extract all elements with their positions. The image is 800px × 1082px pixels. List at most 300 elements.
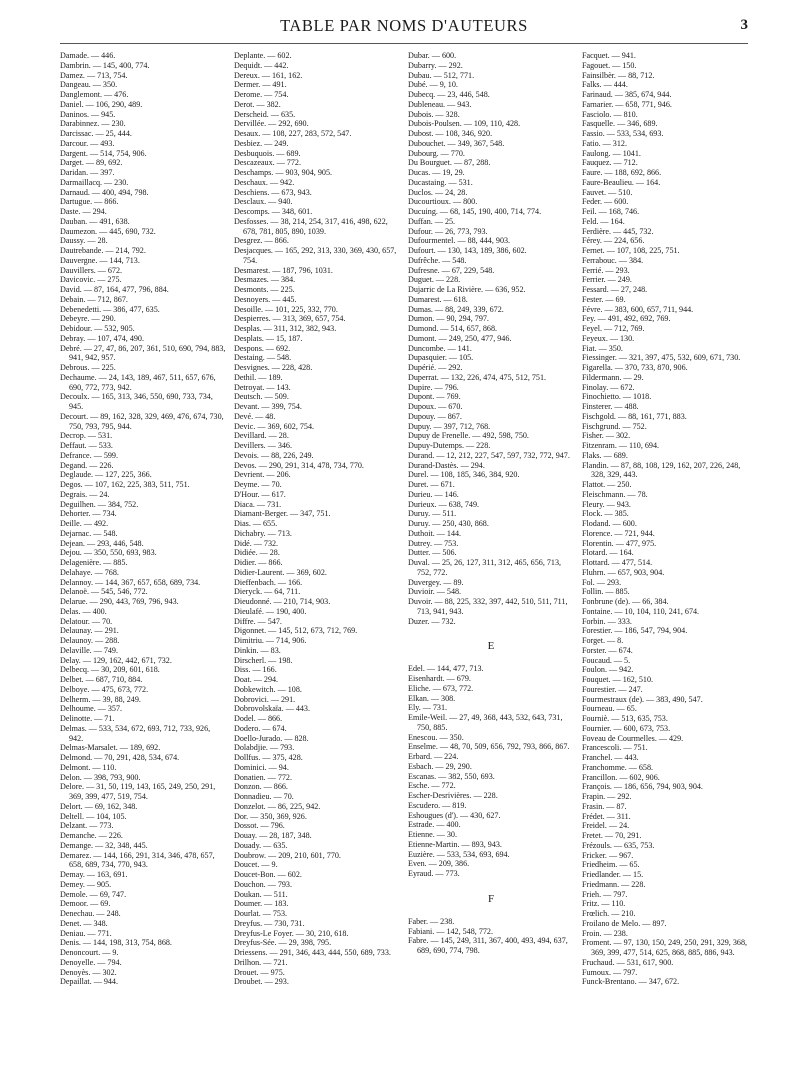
- index-entry: Faure. — 188, 692, 866.: [582, 168, 662, 177]
- index-entry: Douay. — 28, 187, 348.: [234, 831, 312, 840]
- index-entry: Dupont. — 769.: [408, 392, 461, 402]
- index-entry: Fildermann. — 29.: [582, 372, 644, 382]
- index-entry: Devic. — 369, 602, 754.: [234, 421, 315, 431]
- index-entry: Enescou. — 350.: [408, 732, 464, 742]
- index-entry: Esbach. — 29, 290.: [408, 761, 472, 771]
- index-entry: Demole. — 69, 747.: [60, 889, 127, 899]
- index-entry: Delay. — 129, 162, 442, 671, 732.: [60, 655, 172, 665]
- index-entry: Feyeux. — 130.: [582, 333, 635, 343]
- index-entry: Dobrovolskaïa. — 443.: [234, 704, 310, 714]
- index-entry: Frédet. — 311.: [582, 811, 631, 821]
- index-entry: Edel. — 144, 477, 713.: [408, 664, 484, 674]
- index-entry: Flandin. — 87, 88, 108, 129, 162, 207, 226, 248, 328, 329, 443.: [582, 460, 741, 480]
- index-entry: Delagenière. — 885.: [60, 558, 128, 567]
- index-entry: Devos. — 290, 291, 314, 478, 734, 770.: [234, 460, 364, 470]
- index-entry: Franchomme. — 658.: [582, 762, 654, 772]
- index-entry: Donzelot. — 86, 225, 942.: [234, 801, 321, 811]
- index-entry: Fauvet. — 510.: [582, 187, 633, 197]
- index-entry: Fonbrune (de). — 66, 384.: [582, 597, 669, 606]
- index-entry: Elkan. — 308.: [408, 693, 456, 703]
- index-entry: Desjacques. — 165, 292, 313, 330, 369, 430, 657, 754.: [234, 246, 397, 265]
- index-entry: Dumon. — 90, 294, 797.: [408, 314, 489, 324]
- index-entry: Dreyfus. — 730, 731.: [234, 918, 305, 928]
- index-entry: Dejou. — 350, 550, 693, 983.: [60, 548, 157, 558]
- index-entry: Fischgrund. — 752.: [582, 421, 647, 431]
- index-entry: Desmarest. — 187, 796, 1031.: [234, 265, 333, 275]
- index-entry: Doukan. — 511.: [234, 889, 288, 899]
- index-entry: Dirscherl. — 198.: [234, 655, 293, 665]
- index-entry: Dubé. — 9, 10.: [408, 80, 458, 90]
- index-entry: Dieryck. — 64, 711.: [234, 587, 301, 597]
- index-entry: Fernet. — 107, 108, 225, 751.: [582, 246, 680, 255]
- index-entry: Eyraud. — 773.: [408, 869, 460, 878]
- index-entry: Ducas. — 19, 29.: [408, 168, 465, 177]
- index-entry: Denet. — 348.: [60, 918, 108, 928]
- index-entry: Follin. — 885.: [582, 587, 630, 597]
- index-entry: Dollfus. — 375, 428.: [234, 753, 303, 762]
- index-entry: Dubarry. — 292.: [408, 60, 463, 70]
- index-entry: Forbin. — 333.: [582, 616, 632, 626]
- index-entry: Flotard. — 164.: [582, 548, 634, 558]
- index-entry: Etienne. — 30.: [408, 830, 458, 839]
- index-entry: Durand-Dastès. — 294.: [408, 460, 485, 470]
- index-entry: Duruy. — 250, 430, 868.: [408, 519, 489, 528]
- index-entry: Denoncourt. — 9.: [60, 948, 119, 957]
- index-entry: Dossot. — 796.: [234, 821, 285, 831]
- index-entry: Dourlat. — 753.: [234, 909, 288, 918]
- index-entry: Duffan. — 25.: [408, 216, 456, 226]
- index-entry: Dutrey. — 753.: [408, 538, 459, 548]
- index-entry: Danglemont. — 476.: [60, 90, 129, 99]
- index-entry: Douady. — 635.: [234, 840, 288, 850]
- index-entry: Dumond. — 514, 657, 868.: [408, 324, 498, 333]
- index-entry: Fatio. — 312.: [582, 138, 627, 148]
- index-entry: Debrous. — 225.: [60, 363, 116, 372]
- index-entry: Desoille. — 101, 225, 332, 770.: [234, 304, 338, 314]
- index-entry: Daumezon. — 445, 690, 732.: [60, 226, 156, 236]
- index-entry: Dubecq. — 23, 446, 548.: [408, 90, 490, 99]
- index-entry: Doat. — 294.: [234, 675, 279, 684]
- index-entry: Estrade. — 400.: [408, 820, 461, 830]
- index-entry: Desplas. — 311, 312, 382, 943.: [234, 324, 337, 333]
- index-entry: Demarez. — 144, 166, 291, 314, 346, 478, 657, 658, 689, 734, 770, 943.: [60, 850, 215, 870]
- index-entry: Ferrabouc. — 384.: [582, 255, 644, 265]
- index-entry: Dartugue. — 866.: [60, 197, 119, 207]
- index-entry: Desaux. — 108, 227, 283, 572, 547.: [234, 129, 352, 138]
- index-entry: D'Hour. — 617.: [234, 489, 286, 499]
- index-entry: Forestier. — 186, 547, 794, 904.: [582, 626, 688, 636]
- index-entry: Daniel. — 106, 290, 489.: [60, 99, 143, 109]
- index-entry: Frœlich. — 210.: [582, 909, 636, 918]
- index-entry: Freidel. — 24.: [582, 821, 630, 831]
- index-entry: Dauvillers. — 672.: [60, 265, 123, 275]
- index-entry: Didier-Laurent. — 369, 602.: [234, 567, 327, 577]
- index-entry: Descazeaux. — 772.: [234, 158, 301, 168]
- index-entry: Fainsilbèr. — 88, 712.: [582, 70, 655, 80]
- index-entry: Ferrier. — 249.: [582, 275, 632, 285]
- index-entry: Deutsch. — 509.: [234, 392, 289, 402]
- index-entry: Falks. — 444.: [582, 80, 628, 90]
- index-entry: Deglaude. — 127, 225, 366.: [60, 470, 152, 480]
- index-entry: Damez. — 713, 754.: [60, 70, 128, 80]
- index-entry: Durel. — 108, 185, 346, 384, 920.: [408, 470, 520, 480]
- index-entry: Fagouet. — 150.: [582, 60, 637, 70]
- index-entry: Fessard. — 27, 248.: [582, 285, 648, 294]
- index-entry: Fleury. — 943.: [582, 499, 631, 509]
- index-entry: Dautrebande. — 214, 792.: [60, 246, 146, 255]
- index-entry: Fabiani. — 142, 548, 772.: [408, 926, 493, 936]
- index-entry: Desmonts. — 225.: [234, 285, 295, 294]
- index-entry: Demanche. — 226.: [60, 831, 123, 840]
- index-entry: Darnaud. — 400, 494, 798.: [60, 187, 149, 197]
- index-entry: Funck-Brentano. — 347, 672.: [582, 977, 680, 987]
- index-entry: Dechaume. — 24, 143, 189, 467, 511, 657, 676, 690, 772, 773, 942.: [60, 372, 216, 392]
- index-entry: Frézouls. — 635, 753.: [582, 840, 655, 850]
- index-entry: Donatien. — 772.: [234, 772, 292, 782]
- index-entry: Dubourg. — 770.: [408, 148, 465, 158]
- index-entry: Drouet. — 975.: [234, 967, 285, 977]
- index-entry: Denis. — 144, 198, 313, 754, 868.: [60, 938, 172, 948]
- index-entry: Esche. — 772.: [408, 781, 456, 791]
- index-entry: Duvioir. — 548.: [408, 587, 462, 597]
- index-entry: Dieudonné. — 210, 714, 903.: [234, 597, 331, 606]
- index-entry: Fruchaud. — 531, 617, 900.: [582, 957, 674, 967]
- index-entry: Feld. — 164.: [582, 216, 625, 226]
- index-entry: Devant. — 399, 754.: [234, 402, 302, 411]
- index-entry: Decourt. — 89, 162, 328, 329, 469, 476, 674, 730, 750, 793, 795, 944.: [60, 411, 224, 431]
- index-entry: Foulon. — 942.: [582, 665, 634, 675]
- index-entry: Doucet-Bon. — 602.: [234, 870, 302, 879]
- index-entry: Escudero. — 819.: [408, 800, 467, 810]
- index-entry: Deschiens. — 673, 943.: [234, 187, 312, 197]
- index-entry: Dubois. — 328.: [408, 109, 460, 119]
- index-entry: Fournier. — 600, 673, 753.: [582, 723, 671, 733]
- index-entry: Delzant. — 773.: [60, 821, 114, 831]
- index-entry: Dieffenbach. — 166.: [234, 577, 303, 587]
- index-entry: Deplante. — 602.: [234, 51, 292, 60]
- index-entry: Denechau. — 248.: [60, 909, 121, 918]
- index-entry: Devillers. — 346.: [234, 441, 292, 450]
- index-entry: Devois. — 88, 226, 249.: [234, 450, 314, 460]
- index-entry: Euzière. — 533, 534, 693, 694.: [408, 849, 510, 859]
- index-entry: Dodel. — 866.: [234, 714, 283, 723]
- index-column-2: [234, 51, 400, 987]
- index-entry: Dangeau. — 350.: [60, 80, 118, 90]
- index-entry: Debeyre. — 290.: [60, 314, 116, 324]
- index-entry: Dujarric de La Rivière. — 636, 952.: [408, 285, 526, 294]
- index-entry: Dupuy. — 397, 712, 768.: [408, 421, 491, 431]
- index-entry: Despons. — 692.: [234, 343, 291, 353]
- index-entry: Dupire. — 796.: [408, 382, 459, 392]
- index-entry: Dupouy. — 867.: [408, 411, 462, 421]
- index-entry: Durand. — 12, 212, 227, 547, 597, 732, 772, 947.: [408, 450, 570, 460]
- index-entry: Fester. — 69.: [582, 294, 626, 304]
- index-entry: Fischgold. — 88, 161, 771, 883.: [582, 411, 687, 421]
- index-entry: Florence. — 721, 944.: [582, 528, 655, 538]
- index-entry: Deniau. — 771.: [60, 928, 112, 938]
- index-entry: Dethil. — 189.: [234, 372, 283, 382]
- index-entry: Dumont. — 249, 250, 477, 946.: [408, 333, 512, 343]
- index-entry: Frasin. — 87.: [582, 801, 627, 811]
- index-entry: Dubois-Poulsen. — 109, 110, 428.: [408, 119, 521, 129]
- index-entry: Debray. — 107, 474, 490.: [60, 333, 144, 343]
- index-entry: Duret. — 671.: [408, 480, 455, 489]
- index-entry: François. — 186, 656, 794, 903, 904.: [582, 782, 703, 792]
- index-entry: Friedmann. — 228.: [582, 879, 646, 889]
- index-entry: Fourniè. — 513, 635, 753.: [582, 714, 668, 723]
- index-entry: Dauvergne. — 144, 713.: [60, 255, 140, 265]
- index-entry: Davicovic. — 275.: [60, 275, 122, 285]
- running-title: TABLE PAR NOMS D'AUTEURS: [280, 16, 528, 35]
- index-entry: Eliche. — 673, 772.: [408, 683, 474, 693]
- index-entry: Dambrin. — 145, 400, 774.: [60, 60, 150, 70]
- index-entry: Feder. — 600.: [582, 197, 629, 207]
- index-entry: Duperrat. — 132, 226, 474, 475, 512, 751.: [408, 372, 547, 382]
- index-entry: Frieh. — 797.: [582, 889, 628, 899]
- index-entry: Droubet. — 293.: [234, 977, 289, 987]
- index-entry: Férey. — 224, 656.: [582, 236, 645, 246]
- index-entry: Forget. — 8.: [582, 636, 624, 645]
- index-entry: Duclos. — 24, 28.: [408, 187, 468, 197]
- index-entry: Fisher. — 302.: [582, 431, 631, 441]
- index-entry: Fricker. — 967.: [582, 850, 634, 860]
- index-entry: Dufour. — 26, 773, 793.: [408, 226, 488, 236]
- index-entry: Fiat. — 350.: [582, 343, 623, 353]
- index-entry: Dupasquier. — 105.: [408, 353, 474, 363]
- index-entry: Franchel. — 443.: [582, 753, 639, 762]
- index-entry: Finolay. — 672.: [582, 382, 635, 392]
- index-entry: Deguilhen. — 384, 752.: [60, 499, 139, 509]
- index-entry: Dias. — 655.: [234, 519, 278, 528]
- index-entry: Fiessinger. — 321, 397, 475, 532, 609, 671, 730.: [582, 353, 741, 363]
- page-number: 3: [740, 17, 748, 33]
- index-entry: Didé. — 732.: [234, 538, 279, 548]
- index-entry: Farnarier. — 658, 771, 946.: [582, 99, 672, 109]
- index-entry: Flottard. — 477, 514.: [582, 558, 653, 567]
- index-entry: Dor. — 350, 369, 926.: [234, 811, 307, 821]
- index-entry: Derot. — 382.: [234, 99, 281, 109]
- index-entry: Dereux. — 161, 162.: [234, 70, 303, 80]
- index-entry: Debidour. — 532, 905.: [60, 324, 135, 333]
- index-entry: Descomps. — 348, 601.: [234, 207, 313, 216]
- index-entry: Fouquet. — 162, 510.: [582, 675, 654, 684]
- index-entry: Ducuing. — 68, 145, 190, 400, 714, 774.: [408, 207, 542, 216]
- index-entry: Delas. — 400.: [60, 606, 107, 616]
- index-entry: Durieu. — 146.: [408, 489, 459, 499]
- index-entry: Florentin. — 477, 975.: [582, 538, 657, 548]
- index-entry: Demay. — 163, 691.: [60, 870, 128, 879]
- index-entry: Dolabdjie. — 793.: [234, 743, 295, 753]
- index-entry: Dreyfus-Sée. — 29, 398, 795.: [234, 938, 332, 948]
- index-entry: Fluhrn. — 657, 903, 904.: [582, 567, 665, 577]
- index-entry: Fourmestraux (de). — 383, 490, 547.: [582, 694, 703, 704]
- index-entry: Duval. — 25, 26, 127, 311, 312, 465, 656, 713, 752, 772.: [408, 558, 562, 577]
- index-entry: Debré. — 27, 47, 86, 207, 361, 510, 690, 794, 883, 941, 942, 957.: [60, 343, 226, 363]
- index-entry: Flattot. — 250.: [582, 480, 632, 489]
- index-entry: Fritz. — 110.: [582, 899, 626, 909]
- index-entry: Dreyfus-Le Foyer. — 30, 210, 618.: [234, 928, 349, 938]
- index-entry: Delmont. — 110.: [60, 762, 117, 772]
- index-entry: Destaing. — 548.: [234, 353, 292, 363]
- index-entry: Delore. — 31, 50, 119, 143, 165, 249, 250, 291, 369, 399, 477, 519, 754.: [60, 782, 216, 801]
- index-entry: Ely. — 731.: [408, 703, 448, 713]
- index-entry: Diss. — 166.: [234, 665, 277, 675]
- index-entry: Even. — 209, 386.: [408, 859, 470, 869]
- index-entry: Duthoit. — 144.: [408, 528, 462, 538]
- index-entry: Delbecq. — 30, 209, 601, 618.: [60, 665, 160, 675]
- index-entry: Desnoyers. — 445.: [234, 294, 297, 304]
- index-entry: Escanas. — 382, 550, 693.: [408, 771, 495, 781]
- index-entry: Dubau. — 512, 771.: [408, 70, 475, 80]
- index-entry: Derome. — 754.: [234, 90, 289, 99]
- index-entry: Dubleneau. — 943.: [408, 99, 472, 109]
- index-entry: Deltell. — 104, 105.: [60, 811, 127, 821]
- index-entry: Depaillat. — 944.: [60, 977, 118, 987]
- index-entry: Flock. — 385.: [582, 509, 629, 519]
- index-entry: Flodand. — 600.: [582, 519, 637, 528]
- index-entry: Farinaud. — 385, 674, 944.: [582, 90, 672, 99]
- index-entry: Doello-Jurado. — 828.: [234, 733, 309, 743]
- index-entry: Dupoux. — 670.: [408, 402, 463, 411]
- index-entry: Dupuy de Frenelle. — 492, 598, 750.: [408, 431, 529, 441]
- index-entry: Dichabry. — 713.: [234, 528, 292, 538]
- index-entry: Demey. — 905.: [60, 879, 112, 889]
- index-entry: Duncombe. — 141.: [408, 343, 472, 353]
- index-entry: Desbuquois. — 689.: [234, 148, 301, 158]
- index-entry: Darabinnez. — 230.: [60, 119, 126, 129]
- index-entry: Delinotte. — 71.: [60, 714, 115, 723]
- index-entry: Dufresne. — 67, 229, 548.: [408, 265, 495, 275]
- index-entry: Enselme. — 48, 70, 509, 656, 792, 793, 866, 867.: [408, 742, 570, 752]
- page-header: [60, 14, 748, 40]
- index-entry: Duguet. — 228.: [408, 275, 461, 285]
- index-entry: Etienne-Martin. — 893, 943.: [408, 839, 502, 849]
- index-entry: Dauban. — 491, 638.: [60, 216, 130, 226]
- index-entry: Desbiez. — 249.: [234, 138, 289, 148]
- index-entry: Fitzenram. — 110, 694.: [582, 441, 660, 450]
- index-entry: Dobkewitch. — 108.: [234, 684, 302, 694]
- index-entry: Defrance. — 599.: [60, 450, 118, 460]
- index-entry: Forster. — 674.: [582, 645, 633, 655]
- index-entry: Darget. — 89, 692.: [60, 158, 123, 168]
- index-entry: Faulong. — 1041.: [582, 148, 641, 158]
- index-entry: Diaca. — 731.: [234, 499, 282, 509]
- index-entry: Dargent. — 514, 754, 906.: [60, 148, 147, 158]
- index-columns: [60, 51, 748, 1075]
- index-entry: Dufourmentel. — 88, 444, 903.: [408, 236, 511, 246]
- index-entry: Devé. — 48.: [234, 411, 276, 421]
- index-entry: Dodero. — 674.: [234, 723, 287, 733]
- index-entry: Dequidt. — 442.: [234, 60, 289, 70]
- index-entry: Desfosses. — 38, 214, 254, 317, 416, 498, 622, 678, 781, 805, 890, 1039.: [234, 216, 388, 236]
- index-entry: Ferdière. — 445, 732.: [582, 226, 654, 236]
- index-entry: Doubrow. — 209, 210, 601, 770.: [234, 850, 341, 860]
- index-entry: Dejarnac. — 548.: [60, 528, 118, 538]
- index-entry: Fretet. — 70, 291.: [582, 831, 642, 840]
- index-entry: Derscheid. — 635.: [234, 109, 296, 119]
- index-entry: Demange. — 32, 348, 445.: [60, 840, 148, 850]
- index-entry: Duvoir. — 88, 225, 332, 397, 442, 510, 511, 711, 713, 941, 943.: [408, 597, 568, 616]
- index-entry: Degrais. — 24.: [60, 489, 110, 499]
- index-entry: Dutter. — 506.: [408, 548, 457, 558]
- index-entry: Faber. — 238.: [408, 916, 455, 926]
- index-entry: Froin. — 238.: [582, 928, 628, 938]
- index-entry: Denoyès. — 302.: [60, 967, 117, 977]
- index-entry: Fey. — 491, 492, 692, 769.: [582, 314, 671, 324]
- index-entry: Eshougues (d'). — 430, 627.: [408, 810, 501, 820]
- index-entry: Delaunay. — 291.: [60, 626, 119, 636]
- index-entry: Diffre. — 547.: [234, 616, 282, 626]
- index-entry: Damade. — 446.: [60, 51, 116, 60]
- index-entry: Delmond. — 70, 291, 428, 534, 674.: [60, 753, 180, 762]
- index-entry: Delort. — 69, 162, 348.: [60, 801, 138, 811]
- index-entry: Debain. — 712, 867.: [60, 294, 128, 304]
- index-entry: Finsterer. — 488.: [582, 402, 639, 411]
- index-entry: Delanoë. — 545, 546, 772.: [60, 587, 148, 597]
- index-entry: Devillard. — 28.: [234, 431, 289, 441]
- index-entry: Francillon. — 602, 906.: [582, 772, 660, 782]
- index-entry: Decrop. — 531.: [60, 431, 113, 441]
- index-entry: Delherm. — 39, 88, 249.: [60, 694, 141, 704]
- index-entry: Dubar. — 600.: [408, 51, 457, 60]
- index-entry: Degand. — 226.: [60, 460, 114, 470]
- index-entry: Desmazes. — 384.: [234, 275, 296, 285]
- index-entry: Dominici. — 94.: [234, 762, 289, 772]
- index-entry: Delboye. — 475, 673, 772.: [60, 684, 149, 694]
- index-entry: Dehorter. — 734.: [60, 509, 117, 519]
- index-entry: Daridan. — 397.: [60, 168, 115, 177]
- index-entry: Du Bourguet. — 87, 288.: [408, 158, 491, 168]
- index-entry: Delhoume. — 357.: [60, 704, 123, 714]
- index-entry: David. — 87, 164, 477, 796, 884.: [60, 285, 169, 294]
- index-entry: Digonnet. — 145, 512, 673, 712, 769.: [234, 626, 358, 636]
- index-entry: Eisenhardt. — 679.: [408, 674, 471, 683]
- index-entry: Dieulafé. — 190, 400.: [234, 606, 307, 616]
- index-entry: Dubost. — 108, 346, 920.: [408, 129, 493, 138]
- index-entry: Foveau de Courmelles. — 429.: [582, 733, 684, 743]
- index-entry: Feil. — 168, 746.: [582, 207, 640, 216]
- index-entry: Fabre. — 145, 249, 311, 367, 400, 493, 494, 637, 689, 690, 774, 798.: [408, 936, 568, 955]
- index-column-1: [60, 51, 226, 987]
- index-entry: Deille. — 492.: [60, 519, 109, 528]
- index-entry: Fasciolo. — 810.: [582, 109, 638, 119]
- index-entry: Delarue. — 290, 443, 769, 796, 943.: [60, 597, 179, 606]
- index-entry: Frapin. — 292.: [582, 792, 632, 801]
- index-entry: Fasquelle. — 346, 689.: [582, 119, 658, 129]
- index-entry: Faure-Beaulieu. — 164.: [582, 177, 661, 187]
- index-entry: Delaunoy. — 288.: [60, 636, 120, 645]
- index-column-3: [408, 51, 574, 956]
- index-entry: Drilhon. — 721.: [234, 957, 288, 967]
- index-entry: Févre. — 383, 600, 657, 711, 944.: [582, 304, 694, 314]
- index-entry: Fourneau. — 65.: [582, 704, 637, 714]
- index-entry: Donnadieu. — 70.: [234, 792, 294, 801]
- index-entry: Delatour. — 70.: [60, 616, 113, 626]
- index-entry: Dupuy-Dutemps. — 228.: [408, 441, 491, 450]
- index-entry: Didiée. — 28.: [234, 548, 280, 558]
- index-entry: Detroyat. — 143.: [234, 382, 291, 392]
- index-entry: Ferrié. — 293.: [582, 265, 630, 275]
- index-entry: Durieux. — 638, 749.: [408, 499, 480, 509]
- index-entry: Ducourtioux. — 800.: [408, 197, 478, 207]
- index-entry: Dufrêche. — 548.: [408, 255, 467, 265]
- index-entry: Emile-Weil. — 27, 49, 368, 443, 532, 643, 731, 750, 885.: [408, 713, 563, 732]
- index-entry: Erbard. — 224.: [408, 752, 459, 761]
- index-entry: Darcissac. — 25, 444.: [60, 129, 132, 138]
- index-entry: Delaville. — 749.: [60, 645, 118, 655]
- index-entry: Flaks. — 689.: [582, 450, 628, 460]
- index-entry: Delmas-Marsalet. — 189, 692.: [60, 743, 161, 753]
